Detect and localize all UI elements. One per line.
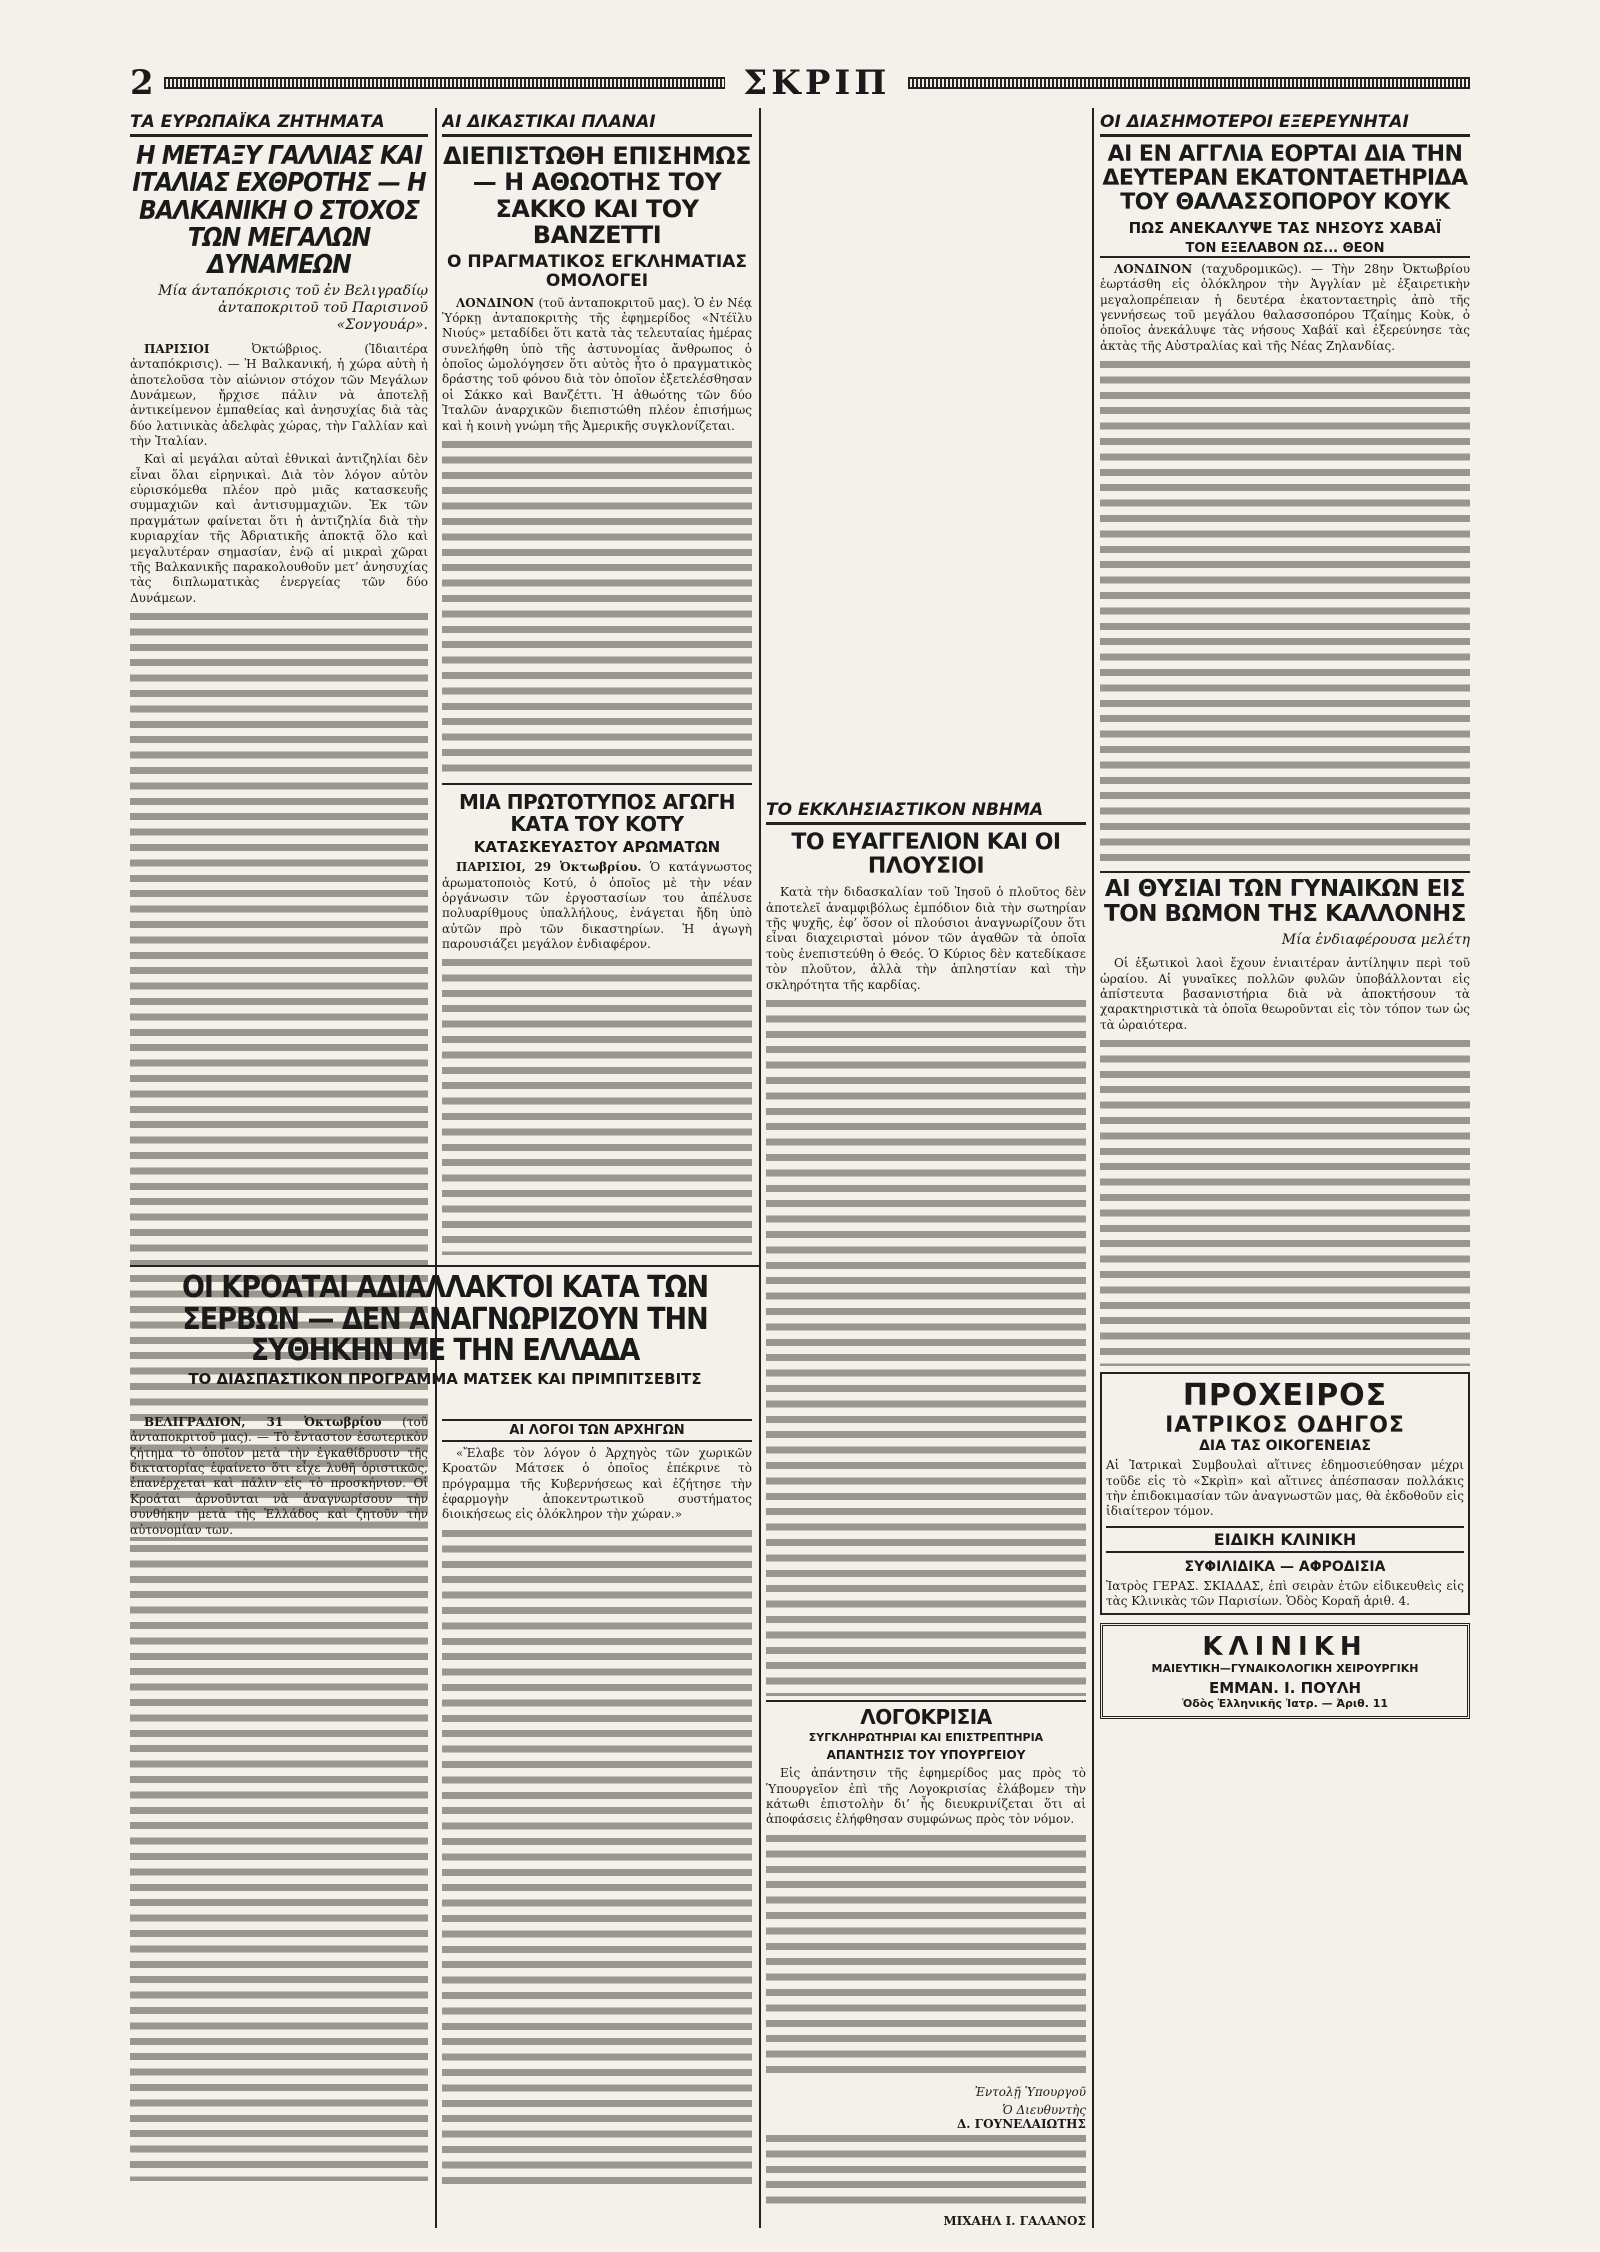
clinic-doctor: ΕΜΜΑΝ. Ι. ΠΟΥΛΗ (1208, 1679, 1361, 1698)
cook-body-filler (1100, 357, 1470, 867)
cook-body: (ταχυδρομικῶς). — Τὴν 28ην Ὀκτωβρίου ἑωρτάσθη εἰς ὁλόκληρον τὴν Ἀγγλίαν μὲ ἐξαιρετικὴν μεγαλοπρέπειαν ἡ δευτέρα ἑκατονταετηρὶς ἀπὸ τῆς γεννήσεως τοῦ μεγάλου θαλασσοπόρου Τζαίημς Κοὺκ, ὁ ὁποῖος ἀνεκάλυψε τὰς νήσους Χαβάϊ καὶ ἐξερεύνησε τὰς ἀκτὰς τῆς Αὐστραλίας καὶ τῆς Νέας Ζηλανδίας. (1100, 261, 1470, 353)
article-lead: Ὀκτώβριος. (Ἰδιαιτέρα ἀνταπόκρισις). — Ἡ Βαλκανική, ἡ χώρα αὐτὴ ἡ ἀποτελοῦσα τὸν αἰώνιον στόχον τῶν Μεγάλων Δυνάμεων, ἤρχισε πάλιν νὰ ἀποτελῇ ἀντικείμενον ἐμπαθείας καὶ ἀνησυχίας διὰ τὰς δύο λατινικὰς ἀδελφὰς χώρας, τὴν Γαλλίαν καὶ τὴν Ἰταλίαν. (130, 341, 428, 449)
section-title-european: ΤΑ ΕΥΡΩΠΑΪΚΑ ΖΗΤΗΜΑΤΑ (130, 112, 428, 137)
headline-gospel: ΤΟ ΕΥΑΓΓΕΛΙΟΝ ΚΑΙ ΟΙ ΠΛΟΥΣΙΟΙ (791, 830, 1061, 880)
clinic-specialty: ΜΑΙΕΥΤΙΚΗ—ΓΥΝΑΙΚΟΛΟΓΙΚΗ ΧΕΙΡΟΥΡΓΙΚΗ (1151, 1662, 1419, 1676)
ad-body: Αἱ Ἰατρικαὶ Συμβουλαὶ αἵτινες ἐδημοσιεύθησαν μέχρι τοῦδε εἰς τὸ «Σκρὶπ» καὶ αἵτινες ἀπέσπασαν πολλάκις τὴν ἐπιδοκιμασίαν τῶν ἀναγνωστῶν μας, θὰ ἐκδοθοῦν εἰς ἰδιαίτερον τόμον. (1106, 1458, 1464, 1519)
gospel-body: Κατὰ τὴν διδασκαλίαν τοῦ Ἰησοῦ ὁ πλοῦτος δὲν ἀποτελεῖ ἀναμφιβόλως ἐμπόδιον διὰ τὴν σωτηρίαν τῆς ψυχῆς, ἐφ’ ὅσον οἱ πλούσιοι ἀναγνωρίζουν ὅτι εἶναι διαχειρισταὶ μόνον τῶν ἀγαθῶν τὰ ὁποῖα τοὺς ἐνεπιστεύθη ὁ Θεός. Ὁ Κύριος δὲν κατεδίκασε τὸν πλοῦτον, ἀλλὰ τὴν ἀπληστίαν καὶ τὴν σκληρότητα τῆς καρδίας. (766, 885, 1086, 992)
masthead-rule-left (164, 77, 726, 89)
croats-body: (τοῦ ἀνταποκριτοῦ μας). — Τὸ ἔνταστον ἐσωτερικὸν ζήτημα τὸ ὁποῖον μετὰ τὴν ἐγκαθίδρυσιν τῆς δικτατορίας ἐφαίνετο ὅτι εἶχε λυθῆ ὁριστικῶς, ἐπανέρχεται καὶ πάλιν εἰς τὸ προσκήνιον. Οἱ Κροάται ἀρνοῦνται νὰ ἀναγνωρίσουν τὴν συνθήκην μετὰ τῆς Ἑλλάδος καὶ ζητοῦν τὴν αὐτονομίαν των. (130, 1415, 428, 1537)
divider-censorship (766, 1700, 1086, 1702)
headline-coty: ΜΙΑ ΠΡΩΤΟΤΥΠΟΣ ΑΓΩΓΗ ΚΑΤΑ ΤΟΥ ΚΟΤΥ (458, 789, 736, 836)
croats-article (130, 1415, 428, 2225)
censorship-body-filler (766, 1831, 1086, 2081)
dateline-paris-coty: ΠΑΡΙΣΙΟΙ, 29 Ὀκτωβρίου. (456, 860, 642, 875)
subhead-censorship-2: ΑΠΑΝΤΗΣΙΣ ΤΟΥ ΥΠΟΥΡΓΕΙΟΥ (826, 1747, 1026, 1762)
ad-band: ΕΙΔΙΚΗ ΚΛΙΝΙΚΗ (1106, 1526, 1464, 1553)
leaders-body: «Ἔλαβε τὸν λόγον ὁ Ἀρχηγὸς τῶν χωρικῶν Κροατῶν Μάτσεκ ὁ ὁποῖος ἐπέκρινε τὸ πρόγραμμα τῆς Κυβερνήσεως καὶ ἐζήτησε τὴν ἐφαρμογὴν ἀποκεντρωτικοῦ συστήματος διοικήσεως εἰς ὁλόκληρον τὴν χώραν.» (442, 1446, 752, 1522)
gospel-body-filler (766, 996, 1086, 1696)
dateline-london-cook: ΛΟΝΔΙΝΟΝ (1114, 261, 1193, 276)
masthead-title: ΣΚΡΙΠ (743, 63, 891, 103)
ad-line: ΙΑΤΡΙΚΟΣ ΟΔΗΓΟΣ (1165, 1413, 1405, 1439)
subhead-croats: ΤΟ ΔΙΑΣΠΑΣΤΙΚΟΝ ΠΡΟΓΡΑΜΜΑ ΜΑΤΣΕΚ ΚΑΙ ΠΡΙΜΠΙΤΣΕΒΙΤΣ (188, 1369, 702, 1388)
croats-headline-block (130, 1272, 760, 1412)
divider-croats (130, 1265, 760, 1267)
headline-croats: ΟΙ ΚΡΟΑΤΑΙ ΑΔΙΑΛΛΑΚΤΟΙ ΚΑΤΑ ΤΩΝ ΣΕΡΒΩΝ — ΔΕΝ ΑΝΑΓΝΩΡΙΖΟΥΝ ΤΗΝ ΣΥΘΗΚΗΝ ΜΕ ΤΗΝ ΕΛΛΑΔΑ (181, 1272, 709, 1368)
divider-women (1100, 871, 1470, 873)
deck-women: Μία ἐνδιαφέρουσα μελέτη (1281, 931, 1470, 948)
sacco-body-filler (442, 437, 752, 777)
ad-body-2: Ἰατρὸς ΓΕΡΑΣ. ΣΚΙΑΔΑΣ, ἐπὶ σειρὰν ἐτῶν εἰδικευθεὶς εἰς τὰς Κλινικὰς τῶν Παρισίων. Ὁδὸς Κοραῆ ἀριθ. 4. (1106, 1578, 1464, 1608)
masthead-rule-right (908, 77, 1470, 89)
coty-body: Ὁ κατάγνωστος ἀρωματοποιὸς Κοτύ, ὁ ὁποῖος μὲ τὴν νέαν ὀργάνωσιν τῶν ἐργοστασίων του ἀπέλυσε πολυαρίθμους ὑπαλλήλους, ἐνάγεται ἤδη ὑπὸ αὐτῶν πρὸ τῶν δικαστηρίων. Ἡ ἀγωγὴ παρουσιάζει μεγάλον ἐνδιαφέρον. (442, 860, 752, 951)
sign-title: Ὁ Διευθυντὴς (1002, 2102, 1086, 2117)
column-divider-1 (435, 108, 437, 2228)
croats-body-filler (130, 1541, 428, 2181)
clinic-address: Ὁδὸς Ἐλληνικῆς Ἰατρ. — Ἀριθ. 11 (1181, 1697, 1389, 1711)
masthead (130, 60, 1470, 106)
column-divider-3 (1092, 108, 1094, 2228)
headline-cook: ΑΙ ΕΝ ΑΓΓΛΙΑ ΕΟΡΤΑΙ ΔΙΑ ΤΗΝ ΔΕΥΤΕΡΑΝ ΕΚΑΤΟΝΤΑΕΤΗΡΙΔΑ ΤΟΥ ΘΑΛΑΣΣΟΠΟΡΟΥ ΚΟΥΚ (1102, 142, 1468, 216)
section-title-judicial: ΑΙ ΔΙΚΑΣΤΙΚΑΙ ΠΛΑΝΑΙ (442, 112, 752, 137)
ad-clinic (1100, 1623, 1470, 1719)
subhead-cook: ΠΩΣ ΑΝΕΚΑΛΥΨΕ ΤΑΣ ΝΗΣΟΥΣ ΧΑΒΑΪ (1128, 218, 1442, 237)
ad-medical-guide (1100, 1372, 1470, 1615)
coty-body-filler (442, 955, 752, 1255)
sign-name: Δ. ΓΟΥΝΕΛΑΙΩΤΗΣ (957, 2116, 1086, 2131)
column-4 (1100, 112, 1470, 2227)
section-title-ecclesiastical: ΤΟ ΕΚΚΛΗΣΙΑΣΤΙΚΟΝ ΝΒΗΜΑ (766, 800, 1086, 825)
subhead-censorship: ΣΥΓΚΛΗΡΩΤΗΡΙΑΙ ΚΑΙ ΕΠΙΣΤΡΕΠΤΗΡΙΑ (808, 1730, 1044, 1744)
women-body: Οἱ ἐξωτικοὶ λαοὶ ἔχουν ἐνιαιτέραν ἀντίληψιν περὶ τοῦ ὡραίου. Αἱ γυναῖκες πολλῶν φυλῶν ὑποβάλλονται εἰς ἀπίστευτα βασανιστήρια διὰ νὰ ἀποκτήσουν τὰ χαρακτηριστικὰ τὰ ὁποῖα θεωροῦνται εἰς τὸν τόπον των ὡς τὰ ὡραιότερα. (1100, 956, 1470, 1032)
headline-sacco-vanzetti: ΔΙΕΠΙΣΤΩΘΗ ΕΠΙΣΗΜΩΣ — Η ΑΘΩΟΤΗΣ ΤΟΥ ΣΑΚΚΟ ΚΑΙ ΤΟΥ ΒΑΝΖΕΤΤΙ (443, 142, 751, 250)
ad-band-2: ΣΥΦΙΛΙΔΙΚΑ — ΑΦΡΟΔΙΣΙΑ (1184, 1558, 1386, 1575)
deck-france-italy: Μία άνταπόκρισις τοῦ ἐν Βελιγραδίῳ ἀνταποκριτοῦ τοῦ Παρισινοῦ «Σονγουάρ». (158, 283, 428, 334)
sign-role: Ἐντολῇ Ὑπουργοῦ (974, 2084, 1086, 2099)
censorship-body: Εἰς ἀπάντησιν τῆς ἐφημερίδος μας πρὸς τὸ Ὑπουργεῖον ἐπὶ τῆς Λογοκρισίας ἐλάβομεν τὴν κάτωθι ἐπιστολὴν δι’ ἧς διευκρινίζεται ὅτι αἱ ἀποφάσεις ἐλήφθησαν συμφώνως πρὸς τὸν νόμον. (766, 1766, 1086, 1827)
ad-title: ΠΡΟΧΕΙΡΟΣ (1182, 1378, 1388, 1414)
column-2 (442, 112, 752, 1262)
end-body-filler (766, 2131, 1086, 2211)
headline-france-italy: Η ΜΕΤΑΞΥ ΓΑΛΛΙΑΣ ΚΑΙ ΙΤΑΛΙΑΣ ΕΧΘΡΟΤΗΣ — Η ΒΑΛΚΑΝΙΚΗ Ο ΣΤΟΧΟΣ ΤΩΝ ΜΕΓΑΛΩΝ ΔΥΝΑΜΕΩΝ (132, 141, 426, 281)
column-divider-2 (759, 108, 761, 2228)
headline-women: ΑΙ ΘΥΣΙΑΙ ΤΩΝ ΓΥΝΑΙΚΩΝ ΕΙΣ ΤΟΝ ΒΩΜΟΝ ΤΗΣ ΚΑΛΛΟΝΗΣ (1104, 875, 1466, 928)
leaders-body-filler (442, 1526, 752, 2186)
section-title-explorers: ΟΙ ΔΙΑΣΗΜΟΤΕΡΟΙ ΕΞΕΡΕΥΝΗΤΑΙ (1100, 112, 1470, 137)
page-number: 2 (130, 63, 154, 103)
dateline-belgrade: ΒΕΛΙΓΡΑΔΙΟΝ, 31 Ὀκτωβρίου (144, 1415, 382, 1429)
clinic-title: ΚΛΙΝΙΚΗ (1202, 1632, 1368, 1663)
side-head-god: ΤΟΝ ΕΞΕΛΑΒΟΝ ΩΣ... ΘΕΟΝ (1100, 241, 1470, 258)
ad-sub: ΔΙΑ ΤΑΣ ΟΙΚΟΓΕΝΕΙΑΣ (1199, 1438, 1371, 1455)
sacco-body: (τοῦ ἀνταποκριτοῦ μας). Ὁ ἐν Νέᾳ Ὑόρκῃ ἀνταποκριτὴς τῆς ἐφημερίδος «Ντέϊλυ Νιούς» μεταδίδει ὅτι κατὰ τὰς τελευταίας ἡμέρας συνελήφθη ὑπὸ τῆς ἀστυνομίας ἄνθρωπος ὁ ὁποῖος ὡμολόγησεν ὅτι αὐτὸς ἦτο ὁ πραγματικὸς δράστης τοῦ φόνου διὰ τὸν ὁποῖον ἐξετελέσθησαν οἱ Σάκκο καὶ Βανζέττι. Ἡ ἀθωότης τῶν δύο Ἰταλῶν ἀναρχικῶν διεπιστώθη πλέον ἐπισήμως καὶ ἡ κοινὴ γνώμη τῆς Ἀμερικῆς συγκλονίζεται. (442, 295, 752, 433)
divider-coty (442, 783, 752, 785)
end-signature: ΜΙΧΑΗΛ Ι. ΓΑΛΑΝΟΣ (943, 2213, 1086, 2225)
column-2-lower (442, 1415, 752, 2225)
women-body-filler (1100, 1036, 1470, 1366)
article-body: Καὶ αἱ μεγάλαι αὐταὶ ἐθνικαὶ ἀντιζηλίαι δὲν εἶναι ὅλαι εἰρηνικαὶ. Διὰ τὸν λόγον αὐτὸν εὑρισκόμεθα πλέον πρὸ μιᾶς κατασκευῆς συμμαχιῶν καὶ ἀντισυμμαχιῶν. Ἐκ τῶν πραγμάτων φαίνεται ὅτι ἡ ἀντιζηλία διὰ τὴν κυριαρχίαν τῆς Ἀδριατικῆς ἀποκτᾷ ὅλο καὶ μεγαλυτέραν σημασίαν, ἐνῷ αἱ μικραὶ χῶραι τῆς Βαλκανικῆς παρακολουθοῦν μετ’ ἀνησυχίας τὰς διπλωματικὰς ἐνεργείας τῶν δύο Δυνάμεων. (130, 452, 428, 605)
subhead-coty: ΚΑΤΑΣΚΕΥΑΣΤΟΥ ΑΡΩΜΑΤΩΝ (473, 837, 721, 856)
dateline-paris: ΠΑΡΙΣΙΟΙ (144, 341, 210, 356)
headline-censorship: ΛΟΓΟΚΡΙΣΙΑ (860, 1704, 992, 1729)
subhead-sacco-vanzetti: Ο ΠΡΑΓΜΑΤΙΚΟΣ ΕΓΚΛΗΜΑΤΙΑΣ ΟΜΟΛΟΓΕΙ (447, 251, 747, 292)
dateline-london: ΛΟΝΔΙΝΟΝ (456, 295, 535, 310)
section-title-leaders: ΑΙ ΛΟΓΟΙ ΤΩΝ ΑΡΧΗΓΩΝ (442, 1419, 752, 1442)
column-3 (766, 800, 1086, 2225)
